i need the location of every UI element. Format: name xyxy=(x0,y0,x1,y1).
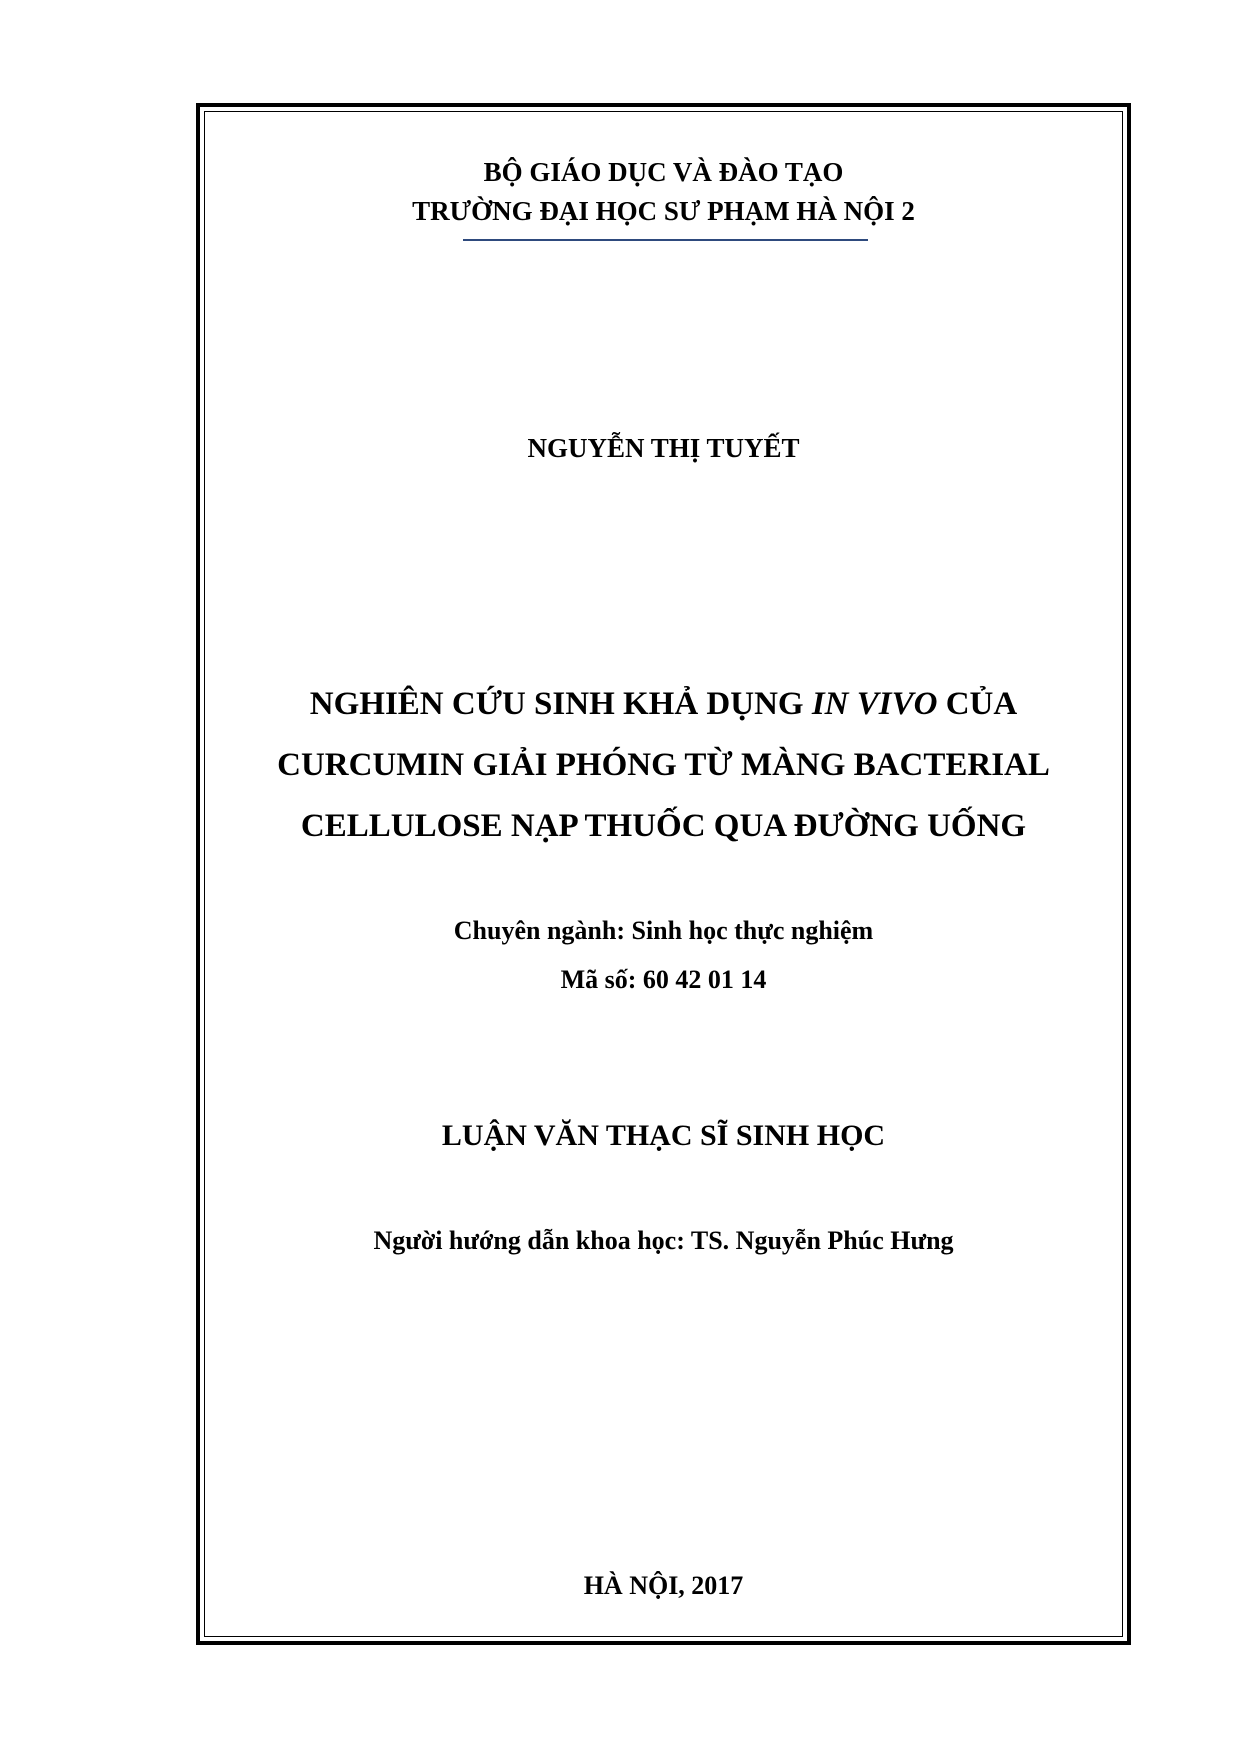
major: Chuyên ngành: Sinh học thực nghiệm xyxy=(453,916,874,945)
ministry-name: BỘ GIÁO DỤC VÀ ĐÀO TẠO xyxy=(483,157,844,187)
university-name: TRƯỜNG ĐẠI HỌC SƯ PHẠM HÀ NỘI 2 xyxy=(412,196,915,226)
degree-type: LUẬN VĂN THẠC SĨ SINH HỌC xyxy=(441,1119,886,1152)
header-divider xyxy=(463,239,868,241)
page-border-inner xyxy=(204,111,1123,1637)
thesis-title-line-3: CELLULOSE NẠP THUỐC QUA ĐƯỜNG UỐNG xyxy=(300,808,1027,844)
title-line-1-start: NGHIÊN CỨU SINH KHẢ DỤNG xyxy=(309,686,812,722)
supervisor: Người hướng dẫn khoa học: TS. Nguyễn Phúc Hưng xyxy=(373,1226,954,1255)
place-and-year: HÀ NỘI, 2017 xyxy=(583,1571,744,1600)
title-in-vivo: IN VIVO xyxy=(811,686,938,722)
major-code: Mã số: 60 42 01 14 xyxy=(560,965,767,994)
author-name: NGUYỄN THỊ TUYẾT xyxy=(527,433,800,463)
thesis-title-line-2: CURCUMIN GIẢI PHÓNG TỪ MÀNG BACTERIAL xyxy=(277,747,1050,783)
title-line-1-end: CỦA xyxy=(937,686,1018,722)
thesis-title-line-1 xyxy=(196,684,1131,724)
